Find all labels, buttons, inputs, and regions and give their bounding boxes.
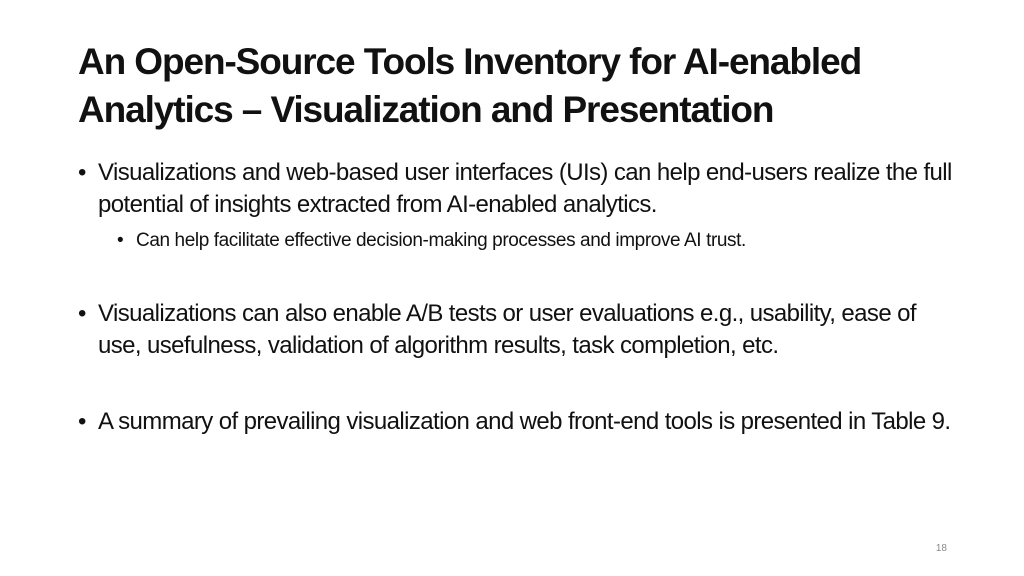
sub-bullet-item-1 [117, 228, 957, 254]
bullet-item-2 [78, 298, 958, 362]
bullet-marker: • [78, 159, 86, 186]
bullet-item-3 [78, 406, 958, 438]
bullet-item-1 [78, 157, 958, 221]
sub-bullet-text-1: Can help facilitate effective decision-making processes and improve AI trust. [136, 230, 746, 251]
slide-title-line-2: Analytics – Visualization and Presentation [78, 89, 774, 130]
slide-title [78, 38, 978, 134]
bullet-text-2: Visualizations can also enable A/B tests or user evaluations e.g., usability, ease of use, usefulness, validation of algorithm results, task completion, etc. [98, 300, 916, 359]
page-number: 18 [935, 543, 947, 554]
bullet-marker: • [78, 408, 86, 435]
sub-bullet-marker: • [117, 230, 124, 251]
bullet-marker: • [78, 300, 86, 327]
bullet-text-1: Visualizations and web-based user interfaces (UIs) can help end-users realize the full potential of insights extracted from AI-enabled analytics. [98, 159, 952, 218]
slide-title-line-1: An Open-Source Tools Inventory for AI-enabled [78, 41, 862, 82]
bullet-text-3: A summary of prevailing visualization and web front-end tools is presented in Table 9. [98, 408, 951, 435]
